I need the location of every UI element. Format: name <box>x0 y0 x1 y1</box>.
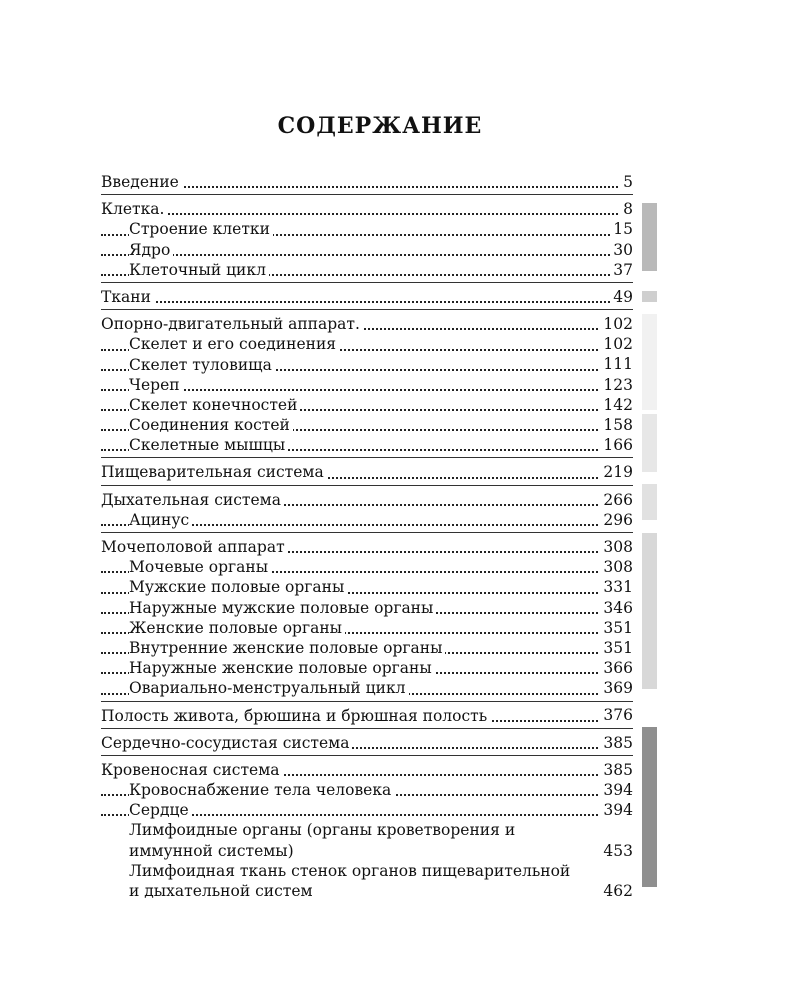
toc-subentry-label: Скелет и его соединения <box>129 335 339 353</box>
toc-subentry-page: 366 <box>600 658 633 678</box>
toc-entry-label: Дыхательная система <box>101 491 284 509</box>
toc-entry-label: Опорно-двигательный аппарат. <box>101 315 363 333</box>
toc-entry-page: 219 <box>600 462 633 482</box>
toc-entry-page: 385 <box>600 760 633 780</box>
toc-subentry-page: 158 <box>600 415 633 435</box>
toc-subentry-page: 331 <box>600 577 633 597</box>
toc-subentry-label: Мужские половые органы <box>129 578 347 596</box>
toc-subentry[interactable] <box>101 557 633 577</box>
toc-subentry-page: 453 <box>600 841 633 861</box>
toc-subentry-label: Лимфоидная ткань стенок органов пищеварительной и дыхательной систем <box>129 861 571 901</box>
toc-entry-page: 376 <box>600 705 633 725</box>
toc-entry-label: Клетка. <box>101 200 167 218</box>
toc-entry-page: 102 <box>600 314 633 334</box>
toc-subentry[interactable] <box>101 435 633 455</box>
toc-subentry[interactable] <box>101 638 633 658</box>
toc-subentry-label: Ядро <box>129 241 173 259</box>
toc-subentry-page: 30 <box>610 240 633 260</box>
toc-entry[interactable] <box>101 760 633 780</box>
toc-entry-label: Сердечно-сосудистая система <box>101 734 352 752</box>
toc-entry-page: 308 <box>600 537 633 557</box>
toc-subentry[interactable] <box>101 334 633 354</box>
toc-entry-page: 5 <box>620 172 633 192</box>
toc-entry[interactable] <box>101 537 633 557</box>
toc-entry-label: Ткани <box>101 288 154 306</box>
toc-subentry-label: Сердце <box>129 801 192 819</box>
toc-subentry[interactable] <box>101 820 633 860</box>
section-divider <box>101 309 633 310</box>
toc-subentry[interactable] <box>101 355 633 375</box>
section-divider <box>101 194 633 195</box>
section-divider <box>101 755 633 756</box>
section-divider <box>101 728 633 729</box>
toc-subentry-label: Ацинус <box>129 511 192 529</box>
toc-entry-label: Введение <box>101 173 182 191</box>
page-title: СОДЕРЖАНИЕ <box>277 113 483 139</box>
toc-subentry[interactable] <box>101 415 633 435</box>
toc-subentry-label: Череп <box>129 376 183 394</box>
toc-subentry-label: Мочевые органы <box>129 558 271 576</box>
toc-subentry[interactable] <box>101 780 633 800</box>
toc-entry-label: Кровеносная система <box>101 761 283 779</box>
toc-subentry-page: 37 <box>610 260 633 280</box>
thumb-index-tab <box>642 414 657 472</box>
section-divider <box>101 532 633 533</box>
section-divider <box>101 282 633 283</box>
toc-subentry-page: 102 <box>600 334 633 354</box>
dot-leader <box>101 301 633 303</box>
toc-subentry[interactable] <box>101 618 633 638</box>
thumb-index-tab <box>642 727 657 887</box>
toc-subentry-page: 369 <box>600 678 633 698</box>
toc-subentry[interactable] <box>101 861 633 901</box>
toc-entry[interactable] <box>101 706 633 726</box>
thumb-index-tab <box>642 291 657 302</box>
toc-entry[interactable] <box>101 314 633 334</box>
toc-subentry[interactable] <box>101 510 633 530</box>
toc-subentry-label: Женские половые органы <box>129 619 345 637</box>
toc-entry[interactable] <box>101 490 633 510</box>
toc-subentry-label: Строение клетки <box>129 220 273 238</box>
toc-subentry-page: 123 <box>600 375 633 395</box>
thumb-index-tab <box>642 484 657 520</box>
toc-subentry[interactable] <box>101 598 633 618</box>
toc-subentry-label: Овариально-менструальный цикл <box>129 679 409 697</box>
toc-entry[interactable] <box>101 199 633 219</box>
toc-subentry[interactable] <box>101 800 633 820</box>
section-divider <box>101 701 633 702</box>
toc-subentry[interactable] <box>101 658 633 678</box>
toc-entry[interactable] <box>101 462 633 482</box>
toc-subentry-page: 111 <box>600 354 633 374</box>
toc-subentry-label: Скелетные мышцы <box>129 436 288 454</box>
toc-subentry-label: Клеточный цикл <box>129 261 269 279</box>
toc-subentry-page: 296 <box>600 510 633 530</box>
section-divider <box>101 457 633 458</box>
toc-subentry-page: 142 <box>600 395 633 415</box>
toc-entry[interactable] <box>101 172 633 192</box>
toc-subentry-page: 462 <box>600 881 633 901</box>
toc-subentry[interactable] <box>101 577 633 597</box>
dot-leader <box>101 213 633 215</box>
toc-entry-page: 385 <box>600 733 633 753</box>
dot-leader <box>101 254 633 256</box>
toc-subentry[interactable] <box>101 375 633 395</box>
toc-subentry[interactable] <box>101 260 633 280</box>
toc-subentry-label: Наружные женские половые органы <box>129 659 435 677</box>
toc-entry-label: Полость живота, брюшина и брюшная полость <box>101 707 490 725</box>
toc-subentry-label: Лимфоидные органы (органы кроветворения и иммунной системы) <box>129 821 516 860</box>
toc-entry-label: Мочеполовой аппарат <box>101 538 288 556</box>
toc-subentry-label: Соединения костей <box>129 416 293 434</box>
toc-subentry-label: Кровоснабжение тела человека <box>129 781 394 799</box>
thumb-index-tab <box>642 203 657 271</box>
toc-entry-page: 49 <box>610 287 633 307</box>
toc-subentry-page: 346 <box>600 598 633 618</box>
toc-subentry[interactable] <box>101 219 633 239</box>
toc-subentry-page: 15 <box>610 219 633 239</box>
toc-subentry[interactable] <box>101 395 633 415</box>
toc-subentry-page: 166 <box>600 435 633 455</box>
toc-entry-page: 8 <box>620 199 633 219</box>
toc-entry-page: 266 <box>600 490 633 510</box>
toc-subentry[interactable] <box>101 678 633 698</box>
toc-subentry-page: 351 <box>600 618 633 638</box>
toc-subentry-page: 308 <box>600 557 633 577</box>
toc-subentry-page: 394 <box>600 780 633 800</box>
toc-entry[interactable] <box>101 287 633 307</box>
toc-subentry-label: Скелет туловища <box>129 356 275 374</box>
toc-subentry-page: 351 <box>600 638 633 658</box>
thumb-index-tab <box>642 314 657 410</box>
toc-subentry[interactable] <box>101 240 633 260</box>
toc-entry[interactable] <box>101 733 633 753</box>
thumb-index-tab <box>642 533 657 689</box>
toc-entry-label: Пищеварительная система <box>101 463 327 481</box>
section-divider <box>101 485 633 486</box>
toc-subentry-label: Внутренние женские половые органы <box>129 639 445 657</box>
table-of-contents <box>101 172 633 901</box>
toc-subentry-label: Наружные мужские половые органы <box>129 599 436 617</box>
toc-subentry-page: 394 <box>600 800 633 820</box>
toc-subentry-label: Скелет конечностей <box>129 396 300 414</box>
